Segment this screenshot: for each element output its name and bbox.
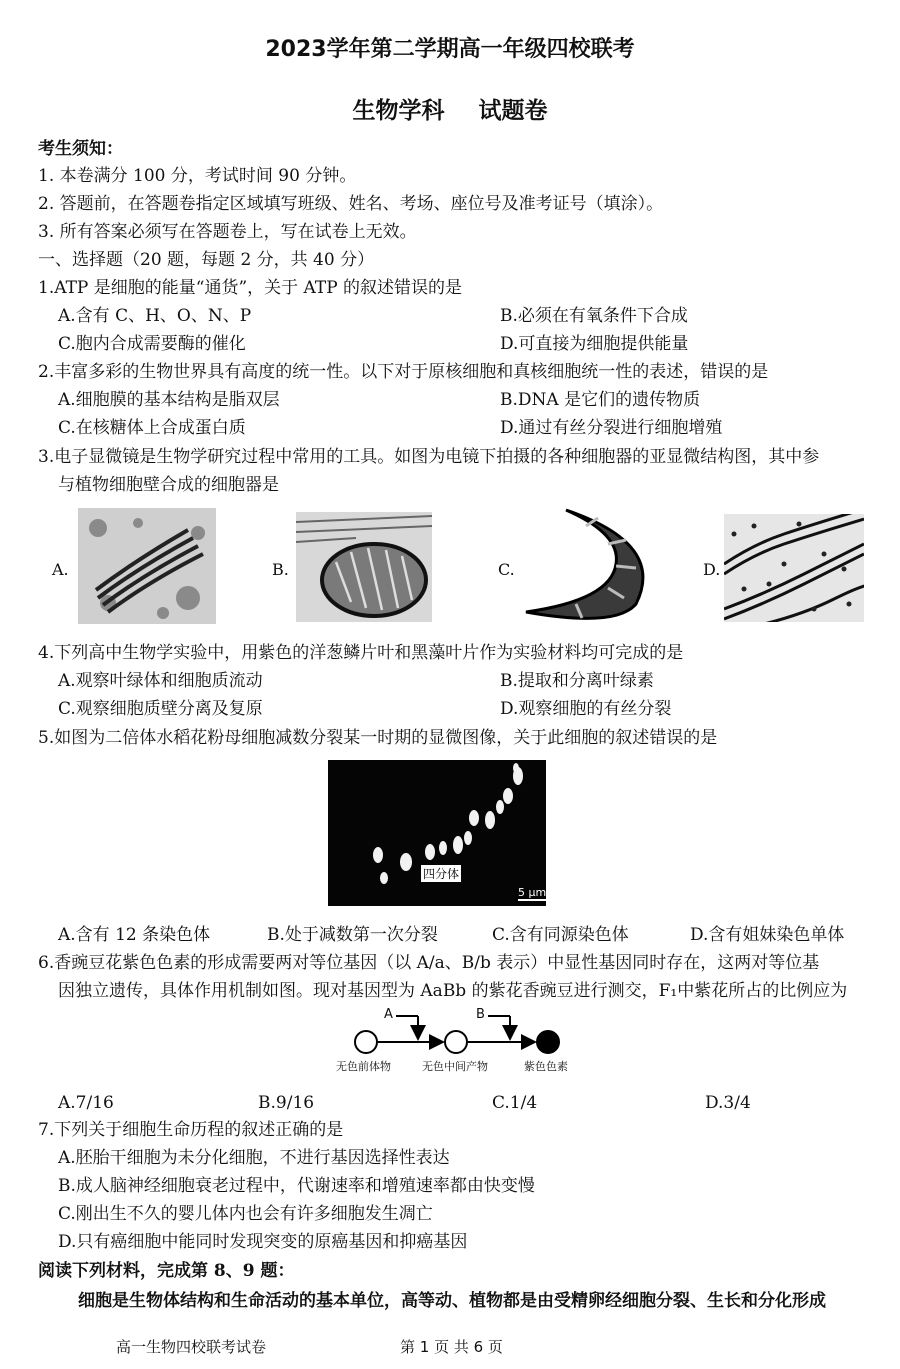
q2-option-d: D.通过有丝分裂进行细胞增殖 [500, 418, 723, 438]
q4-option-d: D.观察细胞的有丝分裂 [500, 699, 672, 719]
q7-stem: 7.下列关于细胞生命历程的叙述正确的是 [38, 1120, 344, 1140]
q5-option-d: D.含有姐妹染色单体 [690, 925, 845, 945]
q5-option-a: A.含有 12 条染色体 [58, 925, 211, 945]
notice-item-3: 3. 所有答案必须写在答题卷上，写在试卷上无效。 [38, 222, 417, 242]
q3-label-a: A. [52, 560, 69, 579]
q1-option-c: C.胞内合成需要酶的催化 [58, 334, 246, 354]
q5-stem: 5.如图为二倍体水稻花粉母细胞减数分裂某一时期的显微图像，关于此细胞的叙述错误的是 [38, 728, 718, 748]
footer-page-number: 第 1 页 共 6 页 [400, 1338, 503, 1356]
q3-image-a-golgi [78, 508, 216, 624]
q6-stem-line1: 6.香豌豆花紫色色素的形成需要两对等位基因（以 A/a、B/b 表示）中显性基因同时存在，这两对等位基 [38, 953, 820, 973]
q2-option-c: C.在核糖体上合成蛋白质 [58, 418, 246, 438]
q2-stem: 2.丰富多彩的生物世界具有高度的统一性。以下对于原核细胞和真核细胞统一性的表述，错误的是 [38, 362, 769, 382]
reading-text: 细胞是生物体结构和生命活动的基本单位，高等动、植物都是由受精卵经细胞分裂、生长和分化形成 [78, 1291, 826, 1311]
q1-option-a: A.含有 C、H、O、N、P [58, 306, 252, 326]
q3-image-b-mitochondrion [296, 512, 432, 622]
notice-item-2: 2. 答题前，在答题卷指定区域填写班级、姓名、考场、座位号及准考证号（填涂）。 [38, 194, 664, 214]
q5-option-b: B.处于减数第一次分裂 [267, 925, 438, 945]
q5-scale-bar-spacer [518, 884, 542, 885]
q1-option-b: B.必须在有氧条件下合成 [500, 306, 688, 326]
q7-option-b: B.成人脑神经细胞衰老过程中，代谢速率和增殖速率都由快变慢 [58, 1176, 535, 1196]
q7-option-a: A.胚胎干细胞为未分化细胞，不进行基因选择性表达 [58, 1148, 450, 1168]
q6-option-a: A.7/16 [58, 1093, 114, 1113]
q3-image-c-chloroplast [516, 504, 666, 628]
exam-title: 2023学年第二学期高一年级四校联考 [265, 37, 635, 62]
q4-option-a: A.观察叶绿体和细胞质流动 [58, 671, 263, 691]
q5-option-c: C.含有同源染色体 [492, 925, 629, 945]
reading-heading: 阅读下列材料，完成第 8、9 题： [38, 1261, 295, 1281]
q7-option-c: C.刚出生不久的婴儿体内也会有许多细胞发生凋亡 [58, 1204, 433, 1224]
q2-option-b: B.DNA 是它们的遗传物质 [500, 390, 701, 410]
notice-heading: 考生须知： [38, 139, 123, 159]
q4-option-b: B.提取和分离叶绿素 [500, 671, 654, 691]
footer-exam-name: 高一生物四校联考试卷 [116, 1338, 267, 1356]
q6-pathway-diagram [330, 1006, 600, 1076]
q6-gene-b-label: B [476, 1007, 485, 1022]
q6-option-d: D.3/4 [705, 1093, 751, 1113]
q4-option-c: C.观察细胞质壁分离及复原 [58, 699, 263, 719]
q1-option-d: D.可直接为细胞提供能量 [500, 334, 689, 354]
q6-option-b: B.9/16 [258, 1093, 315, 1113]
q4-stem: 4.下列高中生物学实验中，用紫色的洋葱鳞片叶和黑藻叶片作为实验材料均可完成的是 [38, 643, 684, 663]
q3-stem-line1: 3.电子显微镜是生物学研究过程中常用的工具。如图为电镜下拍摄的各种细胞器的亚显微结构图，其中参 [38, 447, 820, 467]
q7-option-d: D.只有癌细胞中能同时发现突变的原癌基因和抑癌基因 [58, 1232, 468, 1252]
notice-item-1: 1. 本卷满分 100 分，考试时间 90 分钟。 [38, 166, 357, 186]
q3-stem-line2: 与植物细胞壁合成的细胞器是 [58, 475, 279, 495]
q3-label-c: C. [498, 560, 515, 579]
section-heading: 一、选择题（20 题，每题 2 分，共 40 分） [38, 250, 375, 270]
q6-node-pigment: 紫色色素 [524, 1060, 568, 1073]
q2-option-a: A.细胞膜的基本结构是脂双层 [58, 390, 280, 410]
q1-stem: 1.ATP 是细胞的能量“通货”，关于 ATP 的叙述错误的是 [38, 278, 463, 298]
q6-gene-a-label: A [384, 1007, 393, 1022]
q3-label-d: D. [703, 560, 721, 579]
exam-subject: 生物学科 试题卷 [352, 98, 548, 124]
q3-image-d-rough-er [724, 514, 864, 622]
q5-tetrad-label: 四分体 [423, 867, 460, 881]
q6-node-precursor: 无色前体物 [336, 1060, 391, 1073]
q6-option-c: C.1/4 [492, 1093, 538, 1113]
q6-node-intermediate: 无色中间产物 [422, 1060, 488, 1073]
q6-stem-line2: 因独立遗传，具体作用机制如图。现对基因型为 AaBb 的紫花香豌豆进行测交，F₁中紫花所占的比例应为 [58, 981, 848, 1001]
q5-micrograph [328, 760, 546, 906]
q3-label-b: B. [272, 560, 289, 579]
q5-scale-bar: 5 μm [518, 886, 546, 899]
